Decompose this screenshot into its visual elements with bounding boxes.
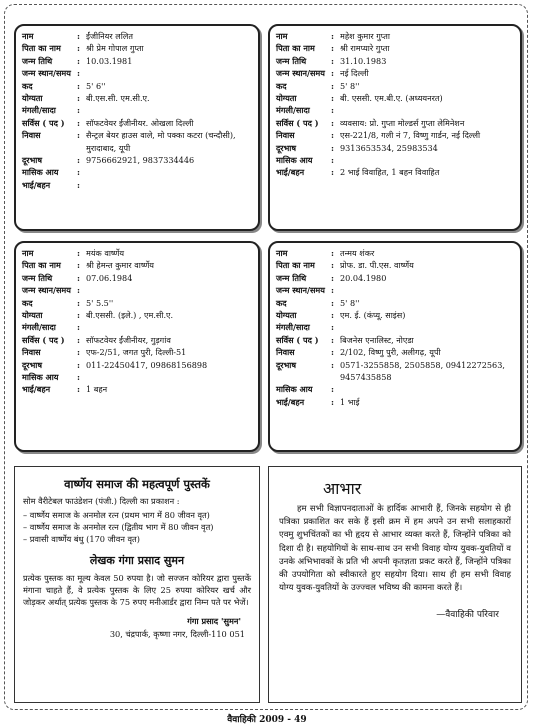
field-value: श्री हेमन्त कुमार वार्ष्णेय [86, 260, 155, 271]
field-label: योग्यता [22, 93, 43, 104]
profile-row [276, 309, 514, 321]
author-address: 30, चंद्रपार्क, कृष्णा नगर, दिल्ली-110 051 [109, 629, 245, 639]
profile-card [268, 241, 522, 452]
field-separator: : [77, 105, 80, 116]
profile-row [22, 117, 252, 129]
field-value: 2/102, विष्णु पुरी, अलीगढ़, यूपी [340, 347, 441, 358]
thanks-section [268, 466, 522, 703]
field-value: 9756662921, 9837334446 [86, 155, 195, 166]
profile-row [276, 129, 514, 141]
profile-row [22, 359, 252, 371]
field-separator: : [331, 334, 334, 345]
field-value: एम. ई. (कंप्यू. साइंस) [340, 310, 406, 321]
field-value: व्यवसाय: प्रो. गुप्ता मोल्डर्स गुप्ता लेमिनेशन [340, 117, 465, 128]
field-value [340, 321, 514, 333]
field-separator: : [77, 285, 80, 296]
profile-row [276, 55, 514, 67]
field-label: पिता का नाम [22, 260, 61, 271]
field-label: नाम [22, 248, 34, 258]
books-description: प्रत्येक पुस्तक का मूल्य केवल 50 रुपया है। जो सज्जन कोरियर द्वारा पुस्तकें मंगाना चाहते हैं, वे प्रत्येक पुस्तक के लिए 25 रुपया कोरियर खर्च और जोड़कर अर्थात् प्रत्येक पुस्तक के 75 रुपए मनीआर्डर द्वारा निम्न पते पर भेजें। [23, 573, 251, 607]
field-value: एस-221/8, गली नं 7, विष्णु गार्डन, नई दिल्ली [340, 130, 481, 141]
field-label: सर्विस ( पद ) [276, 334, 319, 345]
thanks-title: आभार [323, 479, 362, 498]
profile-row [276, 104, 514, 116]
field-value: 011-22450417, 09868156898 [86, 359, 208, 370]
profile-row [276, 346, 514, 358]
field-value: 0571-3255858, 2505858, 09412272563, 9457435858 [340, 359, 505, 383]
profile-row [22, 321, 252, 333]
field-value: सॉफटवेयर ईंजीनीयर, गुड़गांव [86, 334, 171, 345]
profile-row [276, 297, 514, 309]
field-value: 5' 5.5'' [86, 297, 114, 308]
field-separator: : [331, 93, 334, 104]
profile-row [276, 67, 514, 79]
field-value [340, 383, 514, 395]
profile-row [276, 42, 514, 54]
field-label: कद [276, 80, 287, 91]
field-value [340, 154, 514, 166]
field-label: जन्म स्थान/समय [22, 68, 71, 79]
book-item: – वार्ष्णेय समाज के अनमोल रत्न (प्रथम भाग में 80 जीवन वृत) [23, 510, 210, 520]
field-label: जन्म तिथि [22, 272, 53, 283]
profile-rows [22, 30, 252, 191]
field-value: मयंक वार्ष्णेय [86, 248, 125, 258]
profile-row [22, 179, 252, 191]
field-value: प्रोफ. डा. पी.एस. वार्ष्णेय [340, 260, 414, 271]
field-value: नई दिल्ली [340, 68, 369, 79]
field-value: श्री रामप्यारे गुप्ता [340, 43, 390, 54]
thanks-body: हम सभी विज्ञापनदाताओं के हार्दिक आभारी हैं, जिनके सहयोग से ही पत्रिका प्रकाशित कर सके हैं इसी क्रम में हम अपने उन सभी सलाहकारों एवमु शुभचिंतकों का भी हृदय से आभार व्यक्त करते हैं, जिन्होंने पत्रिका को दिशा दी है। सहयोगियों के साथ-साथ उन सभी विवाह योग्य युवक-युवतियों व उनके अभिभावकों के प्रति भी अपनी कृतज्ञता प्रकट करते हैं, जिन्होंने पत्रिका की उपयोगिता को स्वीकारते हुए सहयोग दिया। साथ ही हम सभी विवाह योग्य युवक-युवतियों के उज्ज्वल भविष्य की कामना करते हैं। [279, 504, 511, 594]
thanks-signature: —वैवाहिकी परिवार [436, 610, 499, 621]
field-separator: : [77, 347, 80, 358]
field-value: बी.एससी. (इले.) , एम.सी.ए. [86, 310, 174, 321]
profile-row [276, 154, 514, 166]
profile-row [276, 359, 514, 384]
profile-rows [276, 247, 514, 408]
field-value: एफ-2/51, जगत पुरी, दिल्ली-51 [86, 347, 187, 358]
book-item: – वार्ष्णेय समाज के अनमोल रत्न (द्वितीय भाग में 80 जीवन वृत) [23, 522, 214, 532]
field-value [340, 284, 514, 296]
field-value [86, 321, 252, 333]
field-separator: : [331, 359, 334, 370]
field-separator: : [331, 130, 334, 141]
profile-row [276, 334, 514, 346]
field-separator: : [331, 322, 334, 333]
profile-row [22, 383, 252, 395]
field-value: 1 बहन [86, 384, 108, 395]
field-value: 20.04.1980 [340, 272, 387, 283]
field-label: जन्म स्थान/समय [22, 285, 71, 296]
field-label: कद [22, 80, 33, 91]
field-value: 9313653534, 25983534 [340, 142, 438, 153]
books-list [15, 509, 259, 545]
field-label: निवास [276, 130, 295, 141]
field-label: दूरभाष [22, 155, 43, 166]
profile-row [22, 297, 252, 309]
field-label: नाम [276, 248, 288, 258]
field-label: दूरभाष [22, 359, 43, 370]
field-label: मासिक आय [22, 372, 59, 383]
field-label: मासिक आय [22, 167, 59, 178]
books-publisher: सोम वैरीटेबल फाउंडेशन (पंजी.) दिल्ली का प्रकाशन : [23, 496, 180, 506]
profile-row [276, 383, 514, 395]
field-separator: : [331, 43, 334, 54]
field-label: मंगली/सादा [22, 105, 56, 116]
profile-row [22, 92, 252, 104]
profile-row [276, 80, 514, 92]
profile-row [22, 30, 252, 42]
field-label: सर्विस ( पद ) [276, 117, 319, 128]
field-value: श्री प्रेम गोपाल गुप्ता [86, 43, 144, 54]
field-separator: : [77, 359, 80, 370]
field-separator: : [331, 117, 334, 128]
field-value [340, 104, 514, 116]
field-label: पिता का नाम [22, 43, 61, 54]
field-separator: : [77, 260, 80, 271]
profile-row [276, 142, 514, 154]
field-label: नाम [276, 31, 288, 41]
field-separator: : [77, 310, 80, 321]
field-separator: : [77, 117, 80, 128]
field-separator: : [331, 396, 334, 407]
field-label: निवास [22, 347, 41, 358]
page-footer: वैवाहिकी 2009 - 49 [227, 715, 307, 725]
field-separator: : [77, 372, 80, 383]
profile-row [276, 30, 514, 42]
field-label: कद [276, 297, 287, 308]
field-value: महेश कुमार गुप्ता [340, 31, 391, 41]
profile-card [14, 24, 260, 231]
field-label: मासिक आय [276, 155, 313, 166]
field-separator: : [331, 155, 334, 166]
field-separator: : [331, 347, 334, 358]
profile-row [22, 247, 252, 259]
field-separator: : [331, 142, 334, 153]
field-separator: : [77, 93, 80, 104]
field-separator: : [331, 248, 334, 258]
field-separator: : [77, 334, 80, 345]
field-value [86, 284, 252, 296]
field-label: भाई/बहन [276, 396, 305, 407]
profile-row [22, 334, 252, 346]
profile-row [22, 154, 252, 166]
profile-row [276, 272, 514, 284]
field-label: सर्विस ( पद ) [22, 117, 65, 128]
field-label: योग्यता [276, 93, 297, 104]
field-separator: : [77, 80, 80, 91]
field-value: 5' 8'' [340, 80, 360, 91]
profile-row [22, 259, 252, 271]
field-label: भाई/बहन [22, 179, 51, 190]
field-separator: : [331, 297, 334, 308]
field-label: सर्विस ( पद ) [22, 334, 65, 345]
field-label: पिता का नाम [276, 260, 315, 271]
field-value: 2 भाई विवाहित, 1 बहन विवाहित [340, 167, 440, 178]
field-value: 5' 8'' [340, 297, 360, 308]
field-label: जन्म तिथि [276, 272, 307, 283]
field-label: जन्म स्थान/समय [276, 285, 325, 296]
profile-row [276, 284, 514, 296]
field-value: सॉफटवेयर ईंजीनीयर. ओखला दिल्ली [86, 117, 194, 128]
profile-row [22, 80, 252, 92]
field-separator: : [77, 322, 80, 333]
profile-row [276, 166, 514, 178]
field-value [86, 166, 252, 178]
field-value: ईंजीनियर ललित [86, 31, 133, 41]
field-separator: : [77, 248, 80, 258]
author-title: लेखक गंगा प्रसाद सुमन [89, 554, 185, 567]
field-label: दूरभाष [276, 359, 297, 370]
field-value: 07.06.1984 [86, 272, 133, 283]
field-separator: : [77, 167, 80, 178]
field-separator: : [77, 155, 80, 166]
field-separator: : [331, 55, 334, 66]
field-separator: : [331, 260, 334, 271]
author-signature: गंगा प्रसाद 'सुमन' [187, 616, 241, 626]
books-title: वार्ष्णेय समाज की महत्वपूर्ण पुस्तकें [64, 477, 210, 491]
profile-row [22, 129, 252, 154]
profile-row [276, 259, 514, 271]
field-separator: : [77, 31, 80, 41]
field-separator: : [331, 272, 334, 283]
profile-row [22, 166, 252, 178]
profile-row [22, 272, 252, 284]
field-label: भाई/बहन [22, 384, 51, 395]
field-separator: : [331, 384, 334, 395]
field-label: दूरभाष [276, 142, 297, 153]
field-label: जन्म स्थान/समय [276, 68, 325, 79]
field-value: 5' 6'' [86, 80, 106, 91]
field-separator: : [331, 167, 334, 178]
field-value: 10.03.1981 [86, 55, 133, 66]
field-separator: : [331, 80, 334, 91]
profile-row [22, 67, 252, 79]
book-item: – प्रवासी वार्ष्णेय बंधु (170 जीवन वृत) [23, 534, 140, 544]
field-value [86, 104, 252, 116]
books-section [14, 466, 260, 703]
field-label: योग्यता [22, 310, 43, 321]
field-label: जन्म तिथि [276, 55, 307, 66]
field-label: मासिक आय [276, 384, 313, 395]
profile-row [22, 284, 252, 296]
field-value: बिजनेस एनालिस्ट, नोएडा [340, 334, 414, 345]
field-value: बी.एस.सी. एम.सी.ए. [86, 93, 150, 104]
profile-row [22, 55, 252, 67]
profile-row [22, 309, 252, 321]
profile-row [22, 346, 252, 358]
profile-row [276, 247, 514, 259]
profile-row [276, 321, 514, 333]
field-label: निवास [22, 130, 41, 141]
profile-row [276, 92, 514, 104]
field-separator: : [77, 179, 80, 190]
field-value [86, 179, 252, 191]
field-value: 31.10.1983 [340, 55, 387, 66]
profile-row [22, 42, 252, 54]
field-label: कद [22, 297, 33, 308]
field-separator: : [77, 384, 80, 395]
field-separator: : [331, 68, 334, 79]
field-label: पिता का नाम [276, 43, 315, 54]
field-separator: : [331, 285, 334, 296]
profile-row [276, 117, 514, 129]
profile-card [14, 241, 260, 452]
field-separator: : [331, 105, 334, 116]
profile-row [22, 371, 252, 383]
field-separator: : [77, 297, 80, 308]
field-separator: : [331, 310, 334, 321]
field-value [86, 371, 252, 383]
field-separator: : [77, 55, 80, 66]
field-label: मंगली/सादा [22, 322, 56, 333]
field-value: बी. एससी. एम.बी.ए. (अध्ययनरत) [340, 93, 443, 104]
field-label: मंगली/सादा [276, 105, 310, 116]
field-value: सैन्ट्रल बेयर हाउस वाले, मो पक्का कटरा (चन्दौसी), मुरादाबाद, यूपी [86, 130, 236, 153]
field-value: 1 भाई [340, 396, 360, 407]
profile-rows [22, 247, 252, 396]
field-separator: : [77, 68, 80, 79]
profile-card [268, 24, 522, 231]
field-separator: : [331, 31, 334, 41]
field-separator: : [77, 43, 80, 54]
profile-rows [276, 30, 514, 179]
field-label: नाम [22, 31, 34, 41]
field-separator: : [77, 130, 80, 141]
profile-row [22, 104, 252, 116]
field-label: भाई/बहन [276, 167, 305, 178]
field-label: निवास [276, 347, 295, 358]
field-value [86, 67, 252, 79]
field-separator: : [77, 272, 80, 283]
field-label: मंगली/सादा [276, 322, 310, 333]
profile-row [276, 396, 514, 408]
field-label: जन्म तिथि [22, 55, 53, 66]
field-value: तन्मय शंकर [340, 248, 375, 258]
field-label: योग्यता [276, 310, 297, 321]
